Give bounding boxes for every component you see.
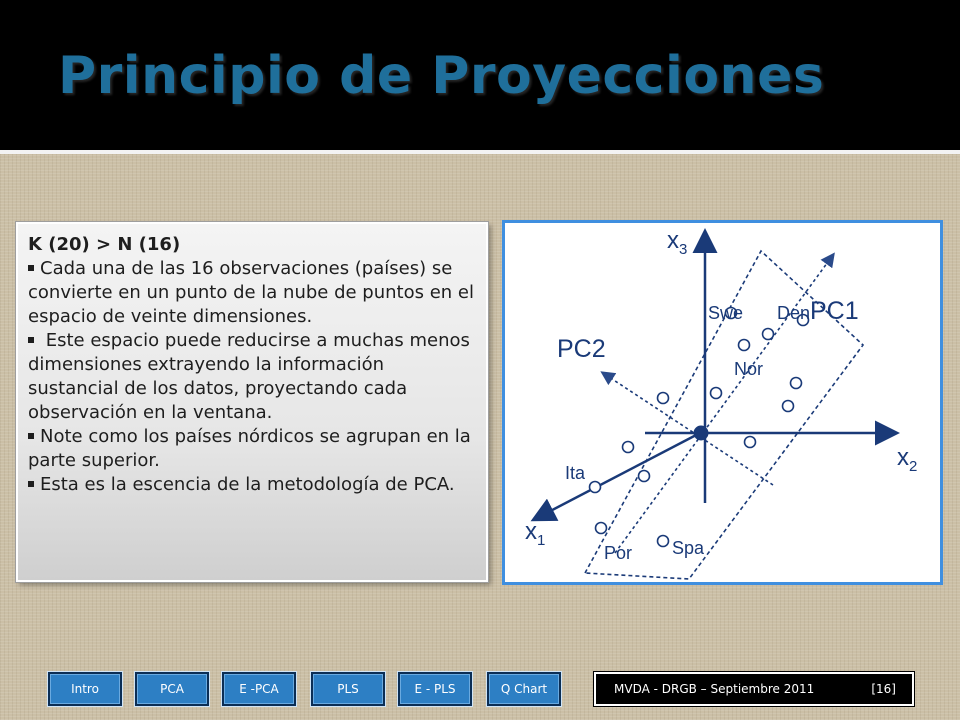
data-point bbox=[658, 536, 669, 547]
text-heading: K (20) > N (16) bbox=[28, 234, 181, 255]
spa-label: Spa bbox=[672, 538, 705, 558]
slide-title: Principio de Proyecciones bbox=[58, 46, 825, 106]
x2-label: $x_2$ bbox=[897, 444, 918, 475]
projection-figure bbox=[502, 220, 943, 585]
nor-label: Nor bbox=[734, 359, 764, 379]
bullet-text: Esta es la escencia de la metodología de PCA. bbox=[40, 474, 455, 495]
page-number: [16] bbox=[871, 682, 896, 696]
por-label: Por bbox=[604, 543, 633, 563]
bullet-text: Este espacio puede reducirse a muchas menos dimensiones extrayendo la información sustancial de los datos, proyectando cada observación en la ventana. bbox=[28, 330, 470, 423]
bullet-text: Note como los países nórdicos se agrupan en la parte superior. bbox=[28, 426, 471, 471]
nav-button-pls[interactable]: PLS bbox=[311, 672, 385, 706]
bullet-item bbox=[28, 257, 476, 329]
nav-button-e-pca[interactable]: E -PCA bbox=[222, 672, 296, 706]
nav-button-e-pls[interactable]: E - PLS bbox=[398, 672, 472, 706]
bullet-item bbox=[28, 425, 476, 473]
data-point bbox=[623, 442, 634, 453]
bullet-text: Cada una de las 16 observaciones (países) se convierte en un punto de la nube de puntos en el espacio de veinte dimensiones. bbox=[28, 258, 475, 327]
data-point bbox=[763, 329, 774, 340]
nav-button-intro[interactable]: Intro bbox=[48, 672, 122, 706]
bullet-square-icon bbox=[28, 337, 34, 343]
bullet-square-icon bbox=[28, 481, 34, 487]
data-point bbox=[745, 437, 756, 448]
data-point bbox=[739, 340, 750, 351]
origin-point bbox=[694, 426, 708, 440]
data-point bbox=[658, 393, 669, 404]
den-label: Den bbox=[777, 303, 811, 323]
x3-label: $x_3$ bbox=[667, 227, 688, 258]
pc1-label: PC1 bbox=[810, 297, 859, 325]
text-box bbox=[16, 222, 488, 582]
bullet-item bbox=[28, 329, 476, 425]
data-point bbox=[639, 471, 650, 482]
swe-label: Swe bbox=[708, 303, 744, 323]
pc1-axis bbox=[615, 255, 833, 553]
pc2-label: PC2 bbox=[557, 335, 606, 363]
footer-text: MVDA - DRGB – Septiembre 2011 bbox=[614, 682, 815, 696]
bullet-item bbox=[28, 473, 476, 497]
bullet-square-icon bbox=[28, 433, 34, 439]
projection-diagram bbox=[505, 223, 940, 582]
data-point bbox=[711, 388, 722, 399]
x1-axis bbox=[535, 433, 700, 519]
pc2-axis bbox=[603, 373, 773, 485]
nav-button-q-chart[interactable]: Q Chart bbox=[487, 672, 561, 706]
header-divider bbox=[0, 150, 960, 154]
x1-label: $x_1$ bbox=[525, 518, 546, 549]
data-point bbox=[596, 523, 607, 534]
data-point bbox=[791, 378, 802, 389]
footer-bar bbox=[594, 672, 914, 706]
nav-button-pca[interactable]: PCA bbox=[135, 672, 209, 706]
ita-label: Ita bbox=[565, 463, 586, 483]
data-point bbox=[783, 401, 794, 412]
bullet-square-icon bbox=[28, 265, 34, 271]
data-point bbox=[590, 482, 601, 493]
